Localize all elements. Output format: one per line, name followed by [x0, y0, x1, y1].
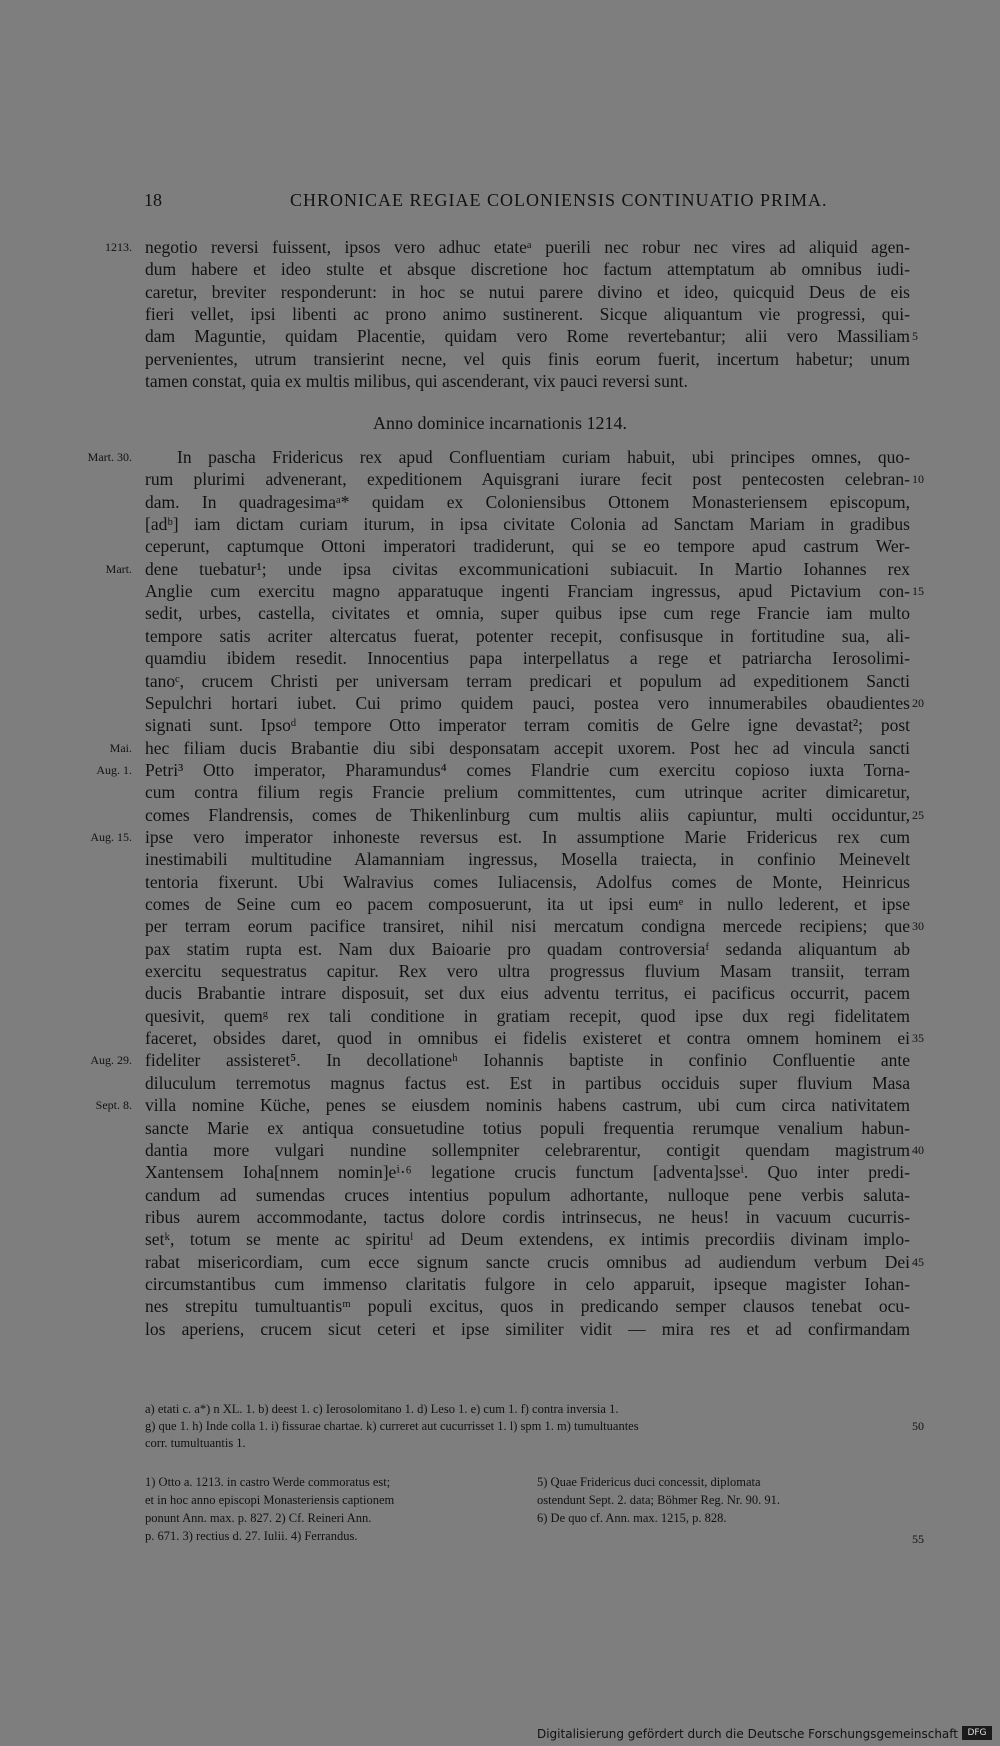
page-number: 18 — [144, 190, 162, 210]
margin-date: Mart. 30. — [87, 450, 132, 464]
margin-date: Aug. 15. — [90, 829, 132, 844]
text-line: faceret, obsides daret, quod in omnibus ei fidelis existeret et contra omnem hominem ei — [145, 1028, 910, 1049]
text-line: rum plurimi advenerant, expeditionem Aquisgrani iurare fecit post pentecosten celebran- — [145, 469, 910, 490]
text-line: [adᵇ] iam dictam curiam iturum, in ipsa civitate Colonia ad Sanctam Mariam in gradibus — [145, 514, 910, 535]
text-line: nes strepitu tumultuantisᵐ populi excitus, quos in predicando semper clausos tenebat ocu- — [145, 1296, 910, 1317]
text-line: tamen constat, quia ex multis milibus, qui ascenderant, vix pauci reversi sunt. — [145, 371, 688, 392]
line-number: 15 — [912, 584, 924, 599]
text-line: villa nomine Küche, penes se eiusdem nominis habens castrum, ubi cum circa nativitatem — [145, 1095, 910, 1116]
running-title: CHRONICAE REGIAE COLONIENSIS CONTINUATIO PRIMA. — [290, 190, 828, 210]
line-number: 35 — [912, 1031, 924, 1046]
text-line: dam Maguntie, quidam Placentie, quidam vero Rome revertebantur; alii vero Massiliam — [145, 326, 910, 347]
apparatus-line: corr. tumultuantis 1. — [145, 1436, 246, 1450]
text-line: fideliter assisteret⁵. In decollationeʰ Iohannis baptiste in confinio Confluentie ante — [145, 1050, 910, 1071]
text-line: Anglie cum exercitu magno apparatuque ingenti Franciam ingressus, apud Pictavium con- — [145, 581, 910, 602]
text-line: hec filiam ducis Brabantie diu sibi desponsatam accepit uxorem. Post hec ad vincula sancti — [145, 737, 910, 758]
apparatus-line: g) que 1. h) Inde colla 1. i) fissurae chartae. k) curreret aut cucurrisset 1. l) spm 1. m) tumultuantes — [145, 1419, 639, 1433]
footnote-right-line: ostendunt Sept. 2. data; Böhmer Reg. Nr. 90. 91. — [537, 1493, 781, 1507]
margin-date: Aug. 29. — [90, 1053, 132, 1068]
footnote-right-line: 5) Quae Fridericus duci concessit, diplomata — [537, 1475, 761, 1489]
footnote-left-line: ponunt Ann. max. p. 827. 2) Cf. Reineri Ann. — [145, 1511, 372, 1525]
digitization-credit: Digitalisierung gefördert durch die Deutsche Forschungsgemeinschaft — [536, 1727, 958, 1741]
text-line: Petri³ Otto imperator, Pharamundus⁴ comes Flandrie cum exercitu copioso iuxta Torna- — [145, 759, 910, 780]
margin-date: Sept. 8. — [95, 1098, 132, 1113]
text-line: dum habere et ideo stulte et absque discretione hoc factum attemptatum ab omnibus iudi- — [145, 259, 910, 280]
text-line: comes Flandrensis, comes de Thikenlinburg cum multis aliis capiuntur, multi occiduntur, — [145, 804, 910, 825]
text-line: sancte Marie ex antiqua consuetudine totius populi frequentia rerumque venalium habun- — [145, 1117, 910, 1138]
line-number: 10 — [912, 472, 924, 487]
text-line: diluculum terremotus magnus factus est. Est in partibus occiduis super fluvium Masa — [145, 1072, 910, 1093]
text-line: cum contra filium regis Francie prelium committentes, cum utrinque acriter dimicaretur, — [145, 782, 910, 803]
text-line: los aperiens, crucem sicut ceteri et ipse similiter vidit — mira res et ad confirmandam — [145, 1318, 910, 1339]
apparatus-line: a) etati c. a*) n XL. 1. b) deest 1. c) Ierosolomitano 1. d) Leso 1. e) cum 1. f) contra inversia 1. — [145, 1402, 619, 1416]
text-line: quesivit, quemᵍ rex tali conditione in gratiam recepit, quod ipse dux regi fidelitatem — [145, 1005, 910, 1026]
line-number: 30 — [912, 919, 924, 934]
text-line: ducis Brabantie intrare disposuit, set dux eius adventu territus, ei pacificus occurrit, pacem — [145, 983, 910, 1004]
text-line: comes de Seine cum eo pacem composuerunt, ita ut ipsi eumᵉ in nullo lederent, et ipse — [145, 894, 910, 914]
text-line: tempore satis acriter altercatus fuerat, potenter recepit, confisusque in fortitudine sua, ali- — [145, 625, 910, 646]
text-line: dantia more vulgari nundine sollempniter celebrarentur, contigit quendam magistrum — [145, 1139, 910, 1160]
text-line: fieri vellet, ipsi libenti ac prono animo sustinerent. Sicque aliquantum vie progressi, qui- — [145, 304, 910, 325]
margin-date: Mai. — [109, 740, 132, 755]
text-line: pervenientes, utrum transierint necne, vel quis finis eorum fuerit, incertum habetur; unum — [145, 348, 910, 369]
text-line: candum ad sumendas cruces intentius populum adhortante, nulloque pene verbis saluta- — [145, 1184, 910, 1205]
footnote-left-line: p. 671. 3) rectius d. 27. Iulii. 4) Ferrandus. — [145, 1529, 358, 1543]
line-number: 55 — [912, 1532, 924, 1546]
page-header — [0, 190, 1000, 214]
margin-date: 1213. — [105, 240, 132, 254]
text-line: dene tuebatur¹; unde ipsa civitas excommunicationi subiacuit. In Martio Iohannes rex — [145, 558, 910, 579]
line-number: 5 — [912, 329, 918, 344]
footnote-left-line: et in hoc anno episcopi Monasteriensis captionem — [145, 1493, 395, 1507]
text-line: tanoᶜ, crucem Christi per universam terram predicari et populum ad expeditionem Sancti — [145, 670, 910, 691]
text-line: circumstantibus cum immenso claritatis fulgore in celo apparuit, ipseque magister Iohan- — [145, 1273, 910, 1294]
text-line: Sepulchri hortari iubet. Cui primo quidem pauci, postea vero innumerabiles obaudientes — [145, 692, 910, 713]
text-line: dam. In quadragesimaᵃ* quidam ex Coloniensibus Ottonem Monasteriensem episcopum, — [145, 491, 910, 512]
text-line: ceperunt, captumque Ottoni imperatori tradiderunt, qui se eo tempore apud castrum Wer- — [145, 536, 910, 557]
text-line: pax statim rupta est. Nam dux Baioarie pro quadam controversiaᶠ sedanda aliquantum ab — [145, 938, 910, 959]
line-number: 45 — [912, 1254, 924, 1269]
text-line: per terram eorum pacifice transiret, nihil nisi mercatum condigna mercede recipiens; que — [145, 916, 910, 937]
text-line: negotio reversi fuissent, ipsos vero adhuc etateᵃ puerili nec robur nec vires ad aliquid agen- — [145, 237, 910, 257]
text-line: tentoria fixerunt. Ubi Walravius comes Iuliacensis, Adolfus comes de Monte, Heinricus — [145, 871, 910, 892]
text-line: ipse vero imperator inhoneste reversus est. In assumptione Marie Fridericus rex cum — [145, 826, 910, 847]
margin-date: Mart. — [105, 561, 132, 576]
text-line: quamdiu ibidem resedit. Innocentius papa interpellatus a rege et patriarcha Ierosolimi- — [145, 648, 910, 669]
text-line: ribus aurem accommodante, tactus dolore cordis intrinsecus, ne heus! in vacuum cucurris- — [145, 1206, 910, 1227]
line-number: 40 — [912, 1142, 924, 1157]
text-line: In pascha Fridericus rex apud Confluentiam curiam habuit, ubi principes omnes, quo- — [177, 447, 910, 467]
text-line: rabat misericordiam, cum ecce signum sancte crucis omnibus ad audiendum verbum Dei — [145, 1251, 910, 1272]
text-line: inestimabili multitudine Alamanniam ingressus, Mosella traiecta, in confinio Meinevelt — [145, 849, 910, 870]
margin-date: Aug. 1. — [96, 762, 132, 777]
footnote-left-line: 1) Otto a. 1213. in castro Werde commoratus est; — [145, 1475, 391, 1489]
text-line: signati sunt. Ipsoᵈ tempore Otto imperator terram comitis de Gelre igne devastat²; post — [145, 715, 910, 736]
footnote-right-line: 6) De quo cf. Ann. max. 1215, p. 828. — [537, 1511, 727, 1525]
text-line: sedit, urbes, castella, civitates et omnia, super quibus ipse cum rege Francie iam multo — [145, 603, 910, 624]
section-heading: Anno dominice incarnationis 1214. — [373, 413, 627, 433]
line-number: 50 — [912, 1419, 924, 1433]
text-line: exercitu sequestratus capitur. Rex vero ultra progressus fluvium Masam transiit, terram — [145, 961, 910, 982]
text-line: Xantensem Ioha[nnem nomin]eⁱ·⁶ legatione crucis functum [adventa]sseⁱ. Quo inter predi- — [145, 1162, 910, 1183]
line-number: 25 — [912, 807, 924, 822]
dfg-logo: DFG — [962, 1726, 992, 1740]
text-line: caretur, breviter responderunt: in hoc se nutui parere divino et ideo, quicquid Deus de eis — [145, 281, 910, 302]
text-line: setᵏ, totum se mente ac spirituˡ ad Deum extendens, ex intimis precordiis divinam implo- — [145, 1229, 910, 1250]
line-number: 20 — [912, 695, 924, 710]
